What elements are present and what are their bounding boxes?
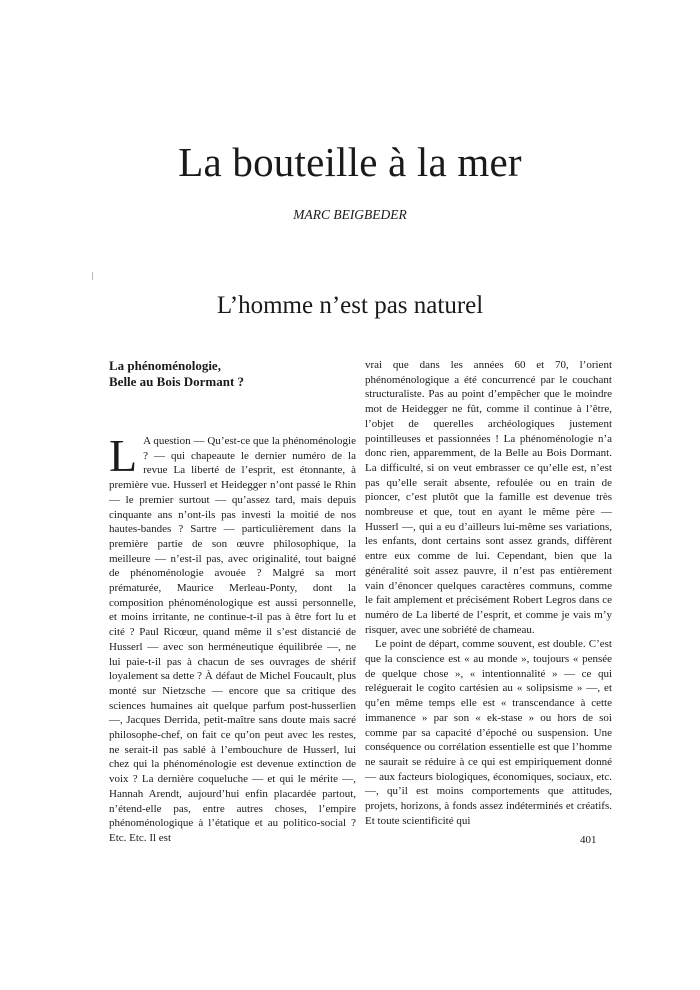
subheading-line-1: La phénoménologie, [109,358,221,373]
right-paragraph-2: Le point de départ, comme souvent, est double. C’est que la conscience est « au monde », toujours « pensée de quelque chose », « intentionnalité » — ce qui reléguerait le cogito cartésien au « solipsisme » —, et qu’en même temps elle est « transcendance à cette immanence » par son « ek-stase » ou hors de soi comme par sa capacité d’époché ou suspension. Une conséquence ou corrélation essentielle est que l’homme ne saurait se réduire à ce qui est empiriquement donné — aux facteurs biologiques, économiques, sociaux, etc. —, qu’il est moins comportements que attitudes, projets, horizons, à fonds assez indéterminés et créatifs. Et toute scientificité qui [365,638,612,827]
section-title: L’homme n’est pas naturel [216,292,484,319]
left-paragraph-1 [109,430,356,846]
margin-mark [92,272,93,280]
left-column [109,358,356,846]
drop-cap: L [109,430,138,481]
right-column [365,358,612,829]
article-title: La bouteille à la mer [178,139,522,185]
subheading-line-2: Belle au Bois Dormant ? [109,373,245,389]
right-paragraph-1: vrai que dans les années 60 et 70, l’orient phénoménologique a été concurrencé par le couchant structuraliste. Pas au point d’empêcher que le moindre mot de Heidegger ne fût, comme il continue à l’être, l’objet de querelles archéologiques justement pointilleuses et passionnées ! La phénoménologie n’a donc rien, apparemment, de la Belle au Bois Dormant. La difficulté, si on veut embrasser ce qu’elle est, n’est pas qu’elle serait absente, refoulée ou en train de pioncer, c’est plutôt que la famille est devenue très nombreuse et que, tout en ayant le même père — Husserl —, qui a eu d’ailleurs lui-même ses variations, les enfants, dont certains sont assez grands, diffèrent entre eux comme de lui. Cependant, bien que la généralité soit assez pauvre, il n’est pas entièrement vain d’énoncer quelques caractères communs, comme le fait amplement et précisément Robert Legros dans ce numéro de La liberté de l’esprit, et comme je vais m’y risquer, avec une sobriété de chameau. [365,359,612,636]
author-name: MARC BEIGBEDER [293,207,407,222]
page-number: 401 [580,834,597,846]
subheading [109,358,356,389]
left-paragraph-1-text: A question — Qu’est-ce que la phénoménologie ? — qui chapeaute le dernier numéro de la revue La liberté de l’esprit, est étonnante, à première vue. Husserl et Heidegger n’ont passé le Rhin — le premier surtout — qu’assez tard, mais depuis cinquante ans n’ont-ils pas investi la moitié de nos hautes-bandes ? Sartre — particulièrement dans la première partie de son œuvre philosophique, la meilleure — n’est-il pas, avec originalité, tout baigné de phénoménologie avouée ? Malgré sa mort prématurée, Maurice Merleau-Ponty, dont la composition phénoménologique est aussi personnelle, et moins irritante, ne continue-t-il pas à être fort lu et cité ? Paul Ricœur, quand même il s’est distancié de Husserl — avec son herméneutique équilibrée —, ne lui paie-t-il pas à chacun de ses ouvrages de shérif loyalement sa dette ? À défaut de Michel Foucault, plus monté sur Nietzsche — encore que sa critique des sciences humaines ait quelque parfum post-husserlien —, Jacques Derrida, petit-maître sans doute mais sacré philosophe-chef, on fait ce qu’on peut avec les restes, ne serait-il pas sablé à l’embouchure de Husserl, lui chez qui la phénoménologie est devenue extinction de voix ? La dernière coqueluche — et qui le mérite —, Hannah Arendt, aujourd’hui enfin placardée partout, n’étend-elle pas, entre autres choses, l’empire phénoménologique à l’étatique et au politico-social ? Etc. Etc. Il est [109,435,356,844]
